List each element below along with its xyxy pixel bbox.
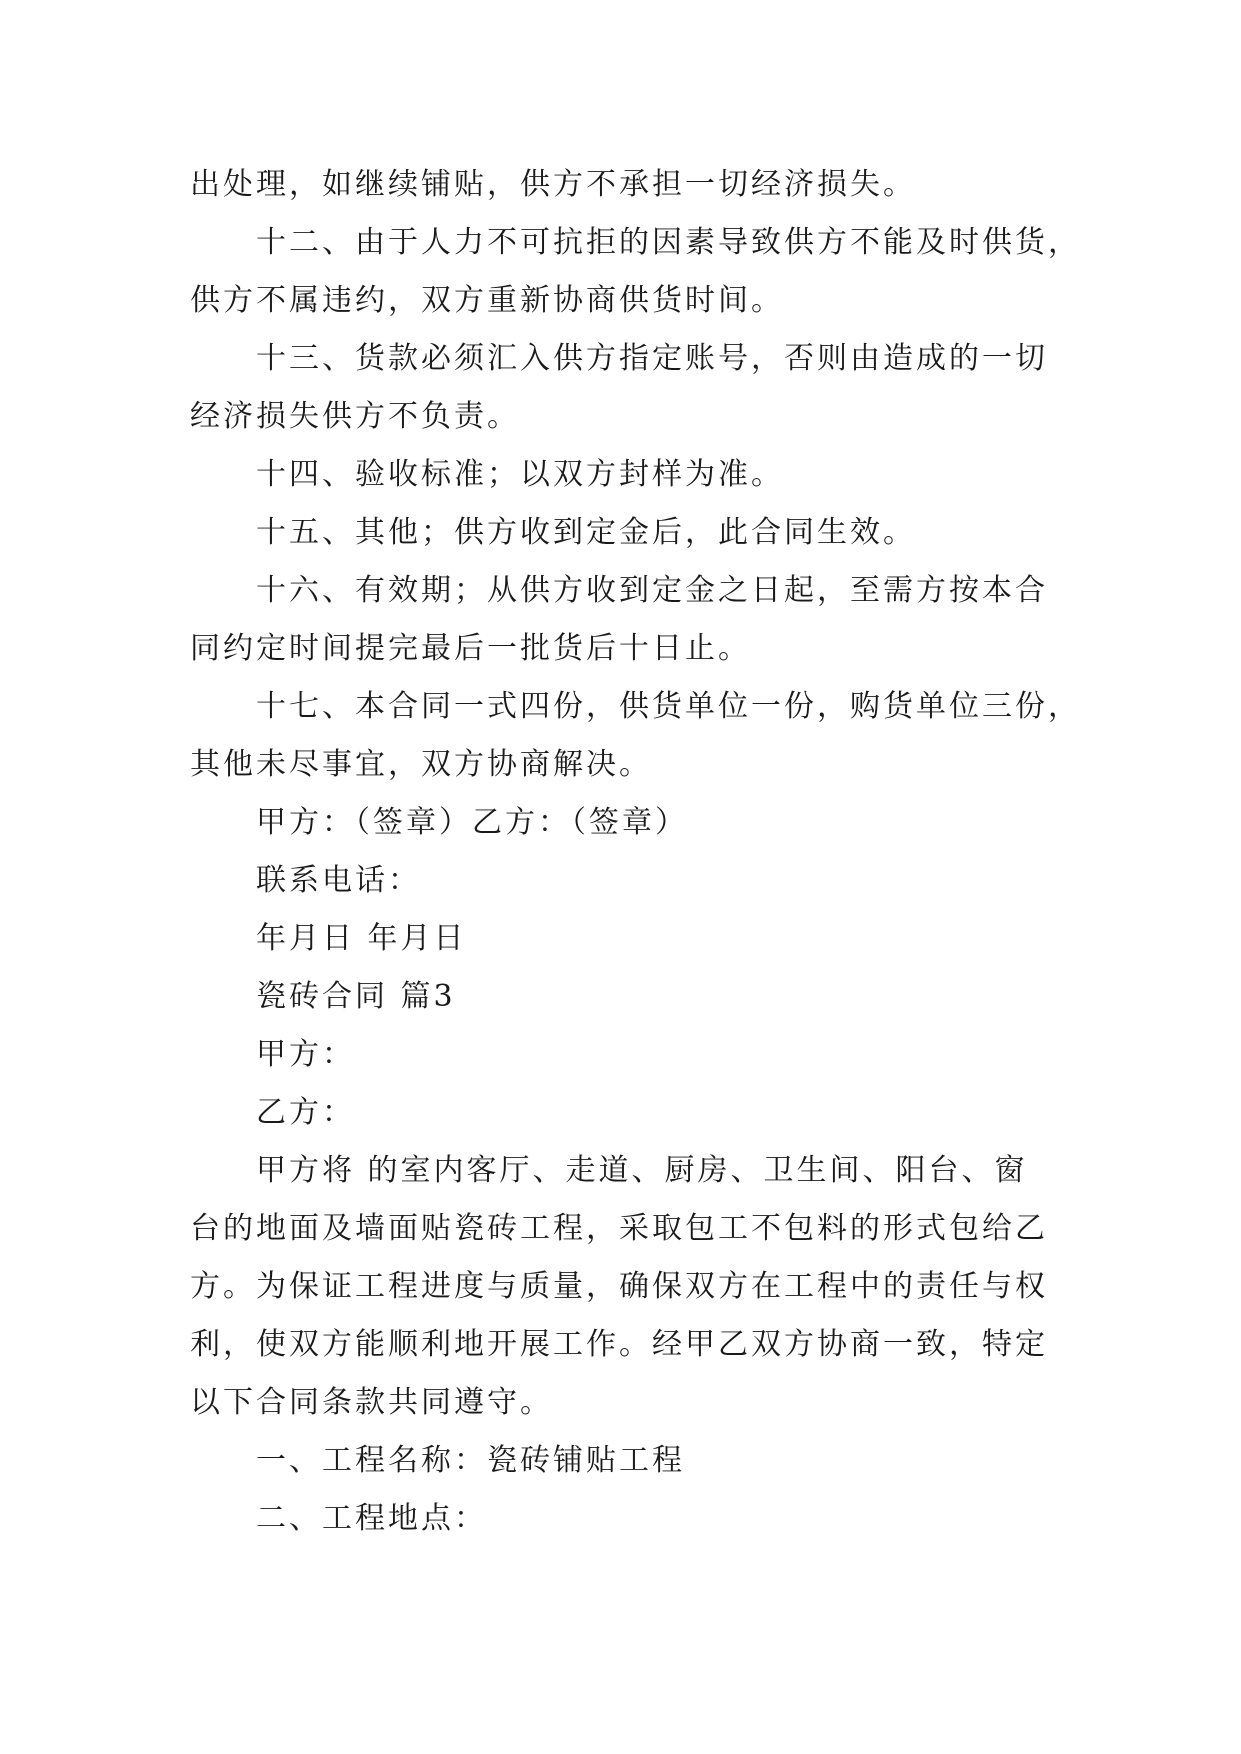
signature-line: 甲方：（签章）乙方：（签章） [256, 805, 688, 840]
text-line: 十二、由于人力不可抗拒的因素导致供方不能及时供货， [256, 225, 1081, 260]
text-line: 出处理，如继续铺贴，供方不承担一切经济损失。 [190, 167, 916, 202]
party-b-line: 乙方： [256, 1095, 355, 1130]
text-line: 十六、有效期；从供方收到定金之日起，至需方按本合 [256, 573, 1048, 608]
contact-phone-line: 联系电话： [256, 863, 421, 898]
text-line: 其他未尽事宜，双方协商解决。 [190, 747, 652, 782]
text-line: 同约定时间提完最后一批货后十日止。 [190, 631, 751, 666]
text-line: 十五、其他；供方收到定金后，此合同生效。 [256, 515, 916, 550]
text-line: 方。为保证工程进度与质量，确保双方在工程中的责任与权 [190, 1269, 1048, 1304]
project-name-line: 一、工程名称：瓷砖铺贴工程 [256, 1443, 685, 1478]
text-line: 十四、验收标准；以双方封样为准。 [256, 457, 784, 492]
project-location-line: 二、工程地点： [256, 1501, 487, 1536]
text-line: 以下合同条款共同遵守。 [190, 1385, 553, 1420]
text-line: 供方不属违约，双方重新协商供货时间。 [190, 283, 784, 318]
text-line: 台的地面及墙面贴瓷砖工程，采取包工不包料的形式包给乙 [190, 1211, 1048, 1246]
date-line: 年月日 年月日 [256, 921, 467, 956]
text-line: 十七、本合同一式四份，供货单位一份，购货单位三份， [256, 689, 1081, 724]
text-line: 利，使双方能顺利地开展工作。经甲乙双方协商一致，特定 [190, 1327, 1048, 1362]
section-heading: 瓷砖合同 篇3 [256, 979, 456, 1014]
text-line: 十三、货款必须汇入供方指定账号，否则由造成的一切 [256, 341, 1048, 376]
party-a-line: 甲方： [256, 1037, 355, 1072]
text-line: 经济损失供方不负责。 [190, 399, 520, 434]
text-line: 甲方将 的室内客厅、走道、厨房、卫生间、阳台、窗 [256, 1153, 1028, 1188]
